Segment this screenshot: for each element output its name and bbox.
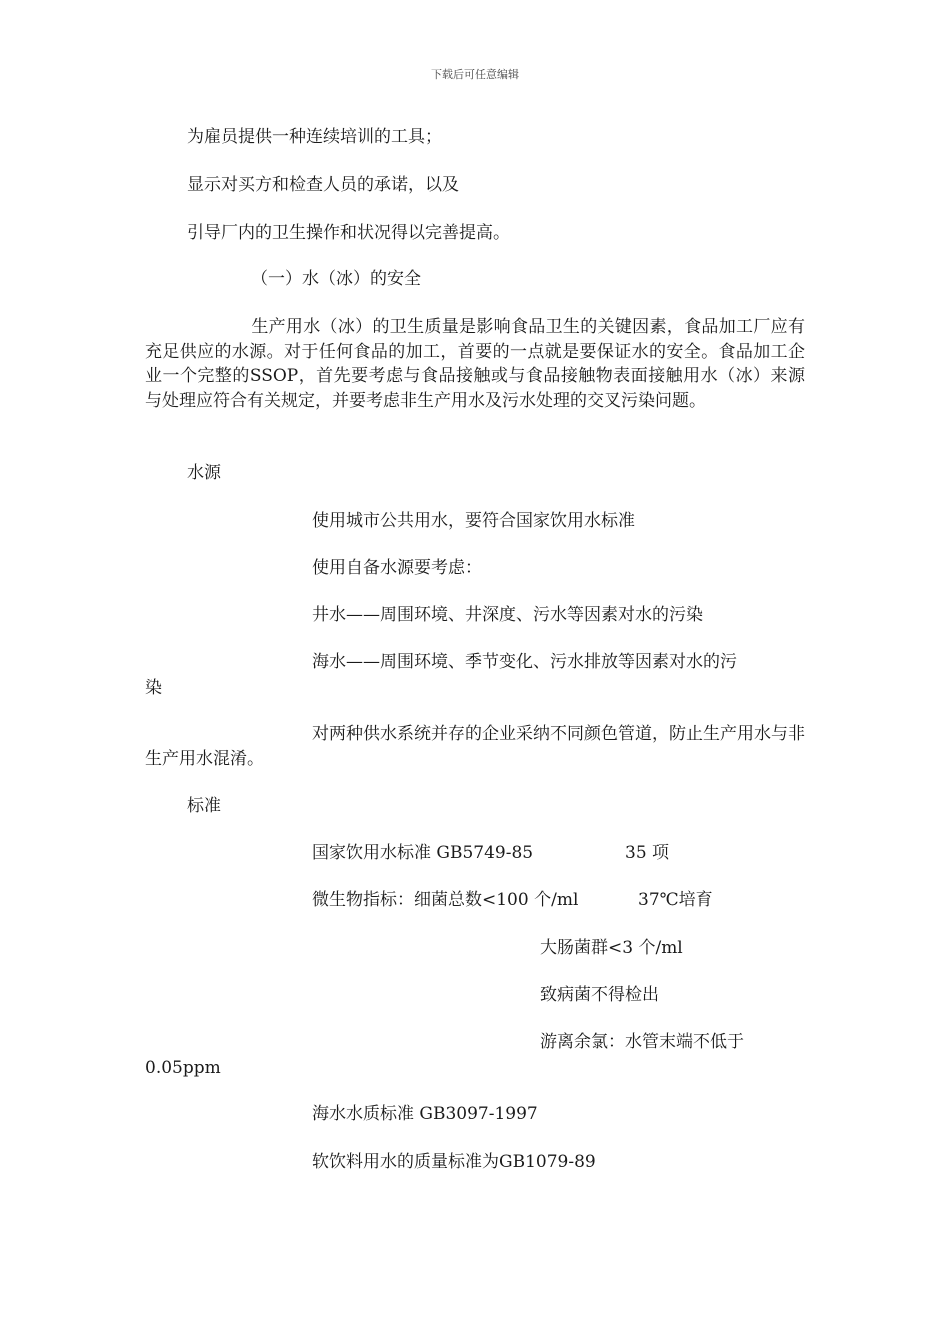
text-line: 37℃培育 (638, 890, 713, 910)
page-header-note: 下载后可任意编辑 (431, 68, 519, 81)
text-line: 35 项 (625, 843, 670, 863)
text-paragraph (145, 722, 805, 771)
text-line: 致病菌不得检出 (540, 985, 659, 1005)
text-line: 海水——周围环境、季节变化、污水排放等因素对水的污 (312, 652, 737, 672)
text-line: 微生物指标：细菌总数<100 个/ml (312, 890, 579, 910)
text-line: 使用自备水源要考虑： (312, 558, 482, 578)
text-line: 染 (145, 678, 162, 698)
text-line: 软饮料用水的质量标准为GB1079-89 (312, 1152, 596, 1172)
text-line: 使用城市公共用水，要符合国家饮用水标准 (312, 511, 635, 531)
paragraph-text: 生产用水（冰）的卫生质量是影响食品卫生的关键因素，食品加工厂应有充足供应的水源。对于任何食品的加工，首要的一点就是要保证水的安全。食品加工企业一个完整的SSOP，首先要考虑与食品接触或与食品接触物表面接触用水（冰）来源与处理应符合有关规定，并要考虑非生产用水及污水处理的交叉污染问题。 (145, 317, 805, 411)
text-line: 海水水质标准 GB3097-1997 (312, 1104, 538, 1124)
text-line: 引导厂内的卫生操作和状况得以完善提高。 (187, 223, 510, 243)
text-line: 井水——周围环境、井深度、污水等因素对水的污染 (312, 605, 703, 625)
section-title: （一）水（冰）的安全 (251, 269, 421, 289)
heading-water-source: 水源 (187, 463, 221, 483)
text-line: 国家饮用水标准 GB5749-85 (312, 843, 534, 863)
text-line: 游离余氯：水管末端不低于 (540, 1032, 744, 1052)
paragraph-text: 对两种供水系统并存的企业采纳不同颜色管道，防止生产用水与非生产用水混淆。 (145, 724, 805, 769)
heading-standard: 标准 (187, 796, 221, 816)
text-line: 为雇员提供一种连续培训的工具； (187, 127, 442, 147)
text-line: 显示对买方和检查人员的承诺，以及 (187, 175, 459, 195)
text-line: 0.05ppm (145, 1058, 221, 1078)
text-line: 大肠菌群<3 个/ml (540, 938, 683, 958)
body-paragraph (145, 315, 805, 413)
